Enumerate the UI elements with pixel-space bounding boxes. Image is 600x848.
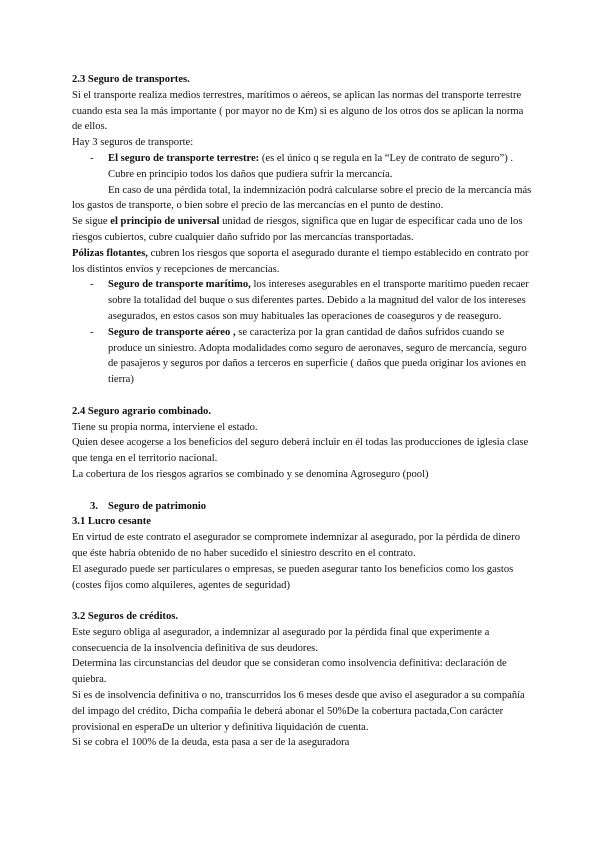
bold-term: Pólizas flotantes, [72, 247, 148, 259]
item-term: El seguro de transporte terrestre: [108, 152, 260, 164]
item-text: (es el único q se regula en la “Ley de contrato de seguro”) . Cubre en principio todos los daños que pudiera sufrir la mercancía. [108, 152, 514, 180]
text-run: unidad de riesgos, significa que en lugar de especificar cada uno de los riesgos cubiertos, cubre cualquier daño sufrido por las mercancías transportadas. [72, 216, 523, 243]
text-run: cubren los riesgos que soporta el asegurado durante el tiempo establecido en contrato por los distintos envíos y recepciones de mercancías. [72, 247, 529, 275]
paragraph: Tiene su propia norma, interviene el estado. [72, 421, 258, 433]
paragraph: En caso de una pérdida total, la indemnización podrá calcularse sobre el precio de la mercancía más los gastos de transporte, o bien sobre el precio de las mercancías en el punto de destino. [72, 184, 532, 212]
paragraph [72, 214, 532, 246]
paragraph: La cobertura de los riesgos agrarios se combinado y se denomina Agroseguro (pool) [72, 468, 429, 480]
paragraph: Si se cobra el 100% de la deuda, esta pasa a ser de la aseguradora [72, 737, 350, 749]
paragraph: Hay 3 seguros de transporte: [72, 137, 194, 149]
transport-list [72, 277, 532, 388]
list-item [108, 151, 532, 183]
transport-list [72, 151, 532, 183]
bold-term: el principio de universal [110, 216, 220, 228]
item-term: Seguro de transporte marítimo, [108, 279, 251, 291]
section-heading-3-1: 3.1 Lucro cesante [72, 516, 151, 528]
section-heading-3-2: 3.2 Seguros de créditos. [72, 611, 179, 623]
section-heading-3 [72, 499, 532, 515]
paragraph: Este seguro obliga al asegurador, a indemnizar al asegurado por la pérdida final que experimente a consecuencia de la insolvencia definitiva de sus deudores. [72, 626, 490, 654]
paragraph: Quien desee acogerse a los beneficios del seguro deberá incluir en él todas las producciones de iglesia clase que tenga en el territorio nacional. [72, 437, 529, 465]
paragraph: Si es de insolvencia definitiva o no, transcurridos los 6 meses desde que aviso el asegurador a su compañía del impago del crédito, Dicha compañía le deberá abonar el 50%De la cobertura pactada,Con carácter provisional en esperaDe un ulterior y definitiva liquidación de cuenta. [72, 690, 525, 733]
paragraph: Si el transporte realiza medios terrestres, marítimos o aéreos, se aplican las normas del transporte terrestre cuando esta sea la más importante ( por mayor no de Km) si es alguno de los otros dos se aplican la norma de ellos. [72, 89, 524, 133]
item-text: los intereses asegurables en el transporte marítimo pueden recaer sobre la totalidad del buque o sus diferentes partes. Debido a la magnitud del valor de los intereses asegurados, en estos casos son muy habituales las operaciones de coaseguros y de reaseguro. [108, 279, 529, 322]
spacer [72, 483, 532, 499]
paragraph: Determina las circunstancias del deudor que se consideran como insolvencia definitiva: declaración de quiebra. [72, 658, 507, 686]
item-term: Seguro de transporte aéreo , [108, 326, 236, 338]
section-title: Seguro de patrimonio [108, 500, 207, 512]
section-heading-2-3: 2.3 Seguro de transportes. [72, 74, 190, 85]
paragraph: El asegurado puede ser particulares o empresas, se pueden asegurar tanto los beneficios como los gastos (costes fijos como alquileres, agentes de seguridad) [72, 563, 514, 591]
list-item [108, 325, 532, 388]
text-run: Se sigue [72, 216, 111, 228]
item-text: se caracteriza por la gran cantidad de daños sufridos cuando se produce un siniestro. Adopta modalidades como seguro de aeronaves, seguro de mercancía, seguro de pasajeros y seguros por daños a terceros en superficie ( daños que pueda originar los aviones en tierra) [108, 326, 527, 386]
spacer [72, 388, 532, 404]
document-page [72, 72, 532, 751]
paragraph [72, 246, 532, 278]
section-number: 3. [90, 500, 98, 512]
section-heading-2-4: 2.4 Seguro agrario combinado. [72, 405, 211, 417]
paragraph: En virtud de este contrato el asegurador se compromete indemnizar al asegurado, por la pérdida de dinero que éste habría obtenido de no haber sucedido el siniestro descrito en el contrato. [72, 532, 520, 559]
spacer [72, 593, 532, 609]
list-item [108, 277, 532, 324]
